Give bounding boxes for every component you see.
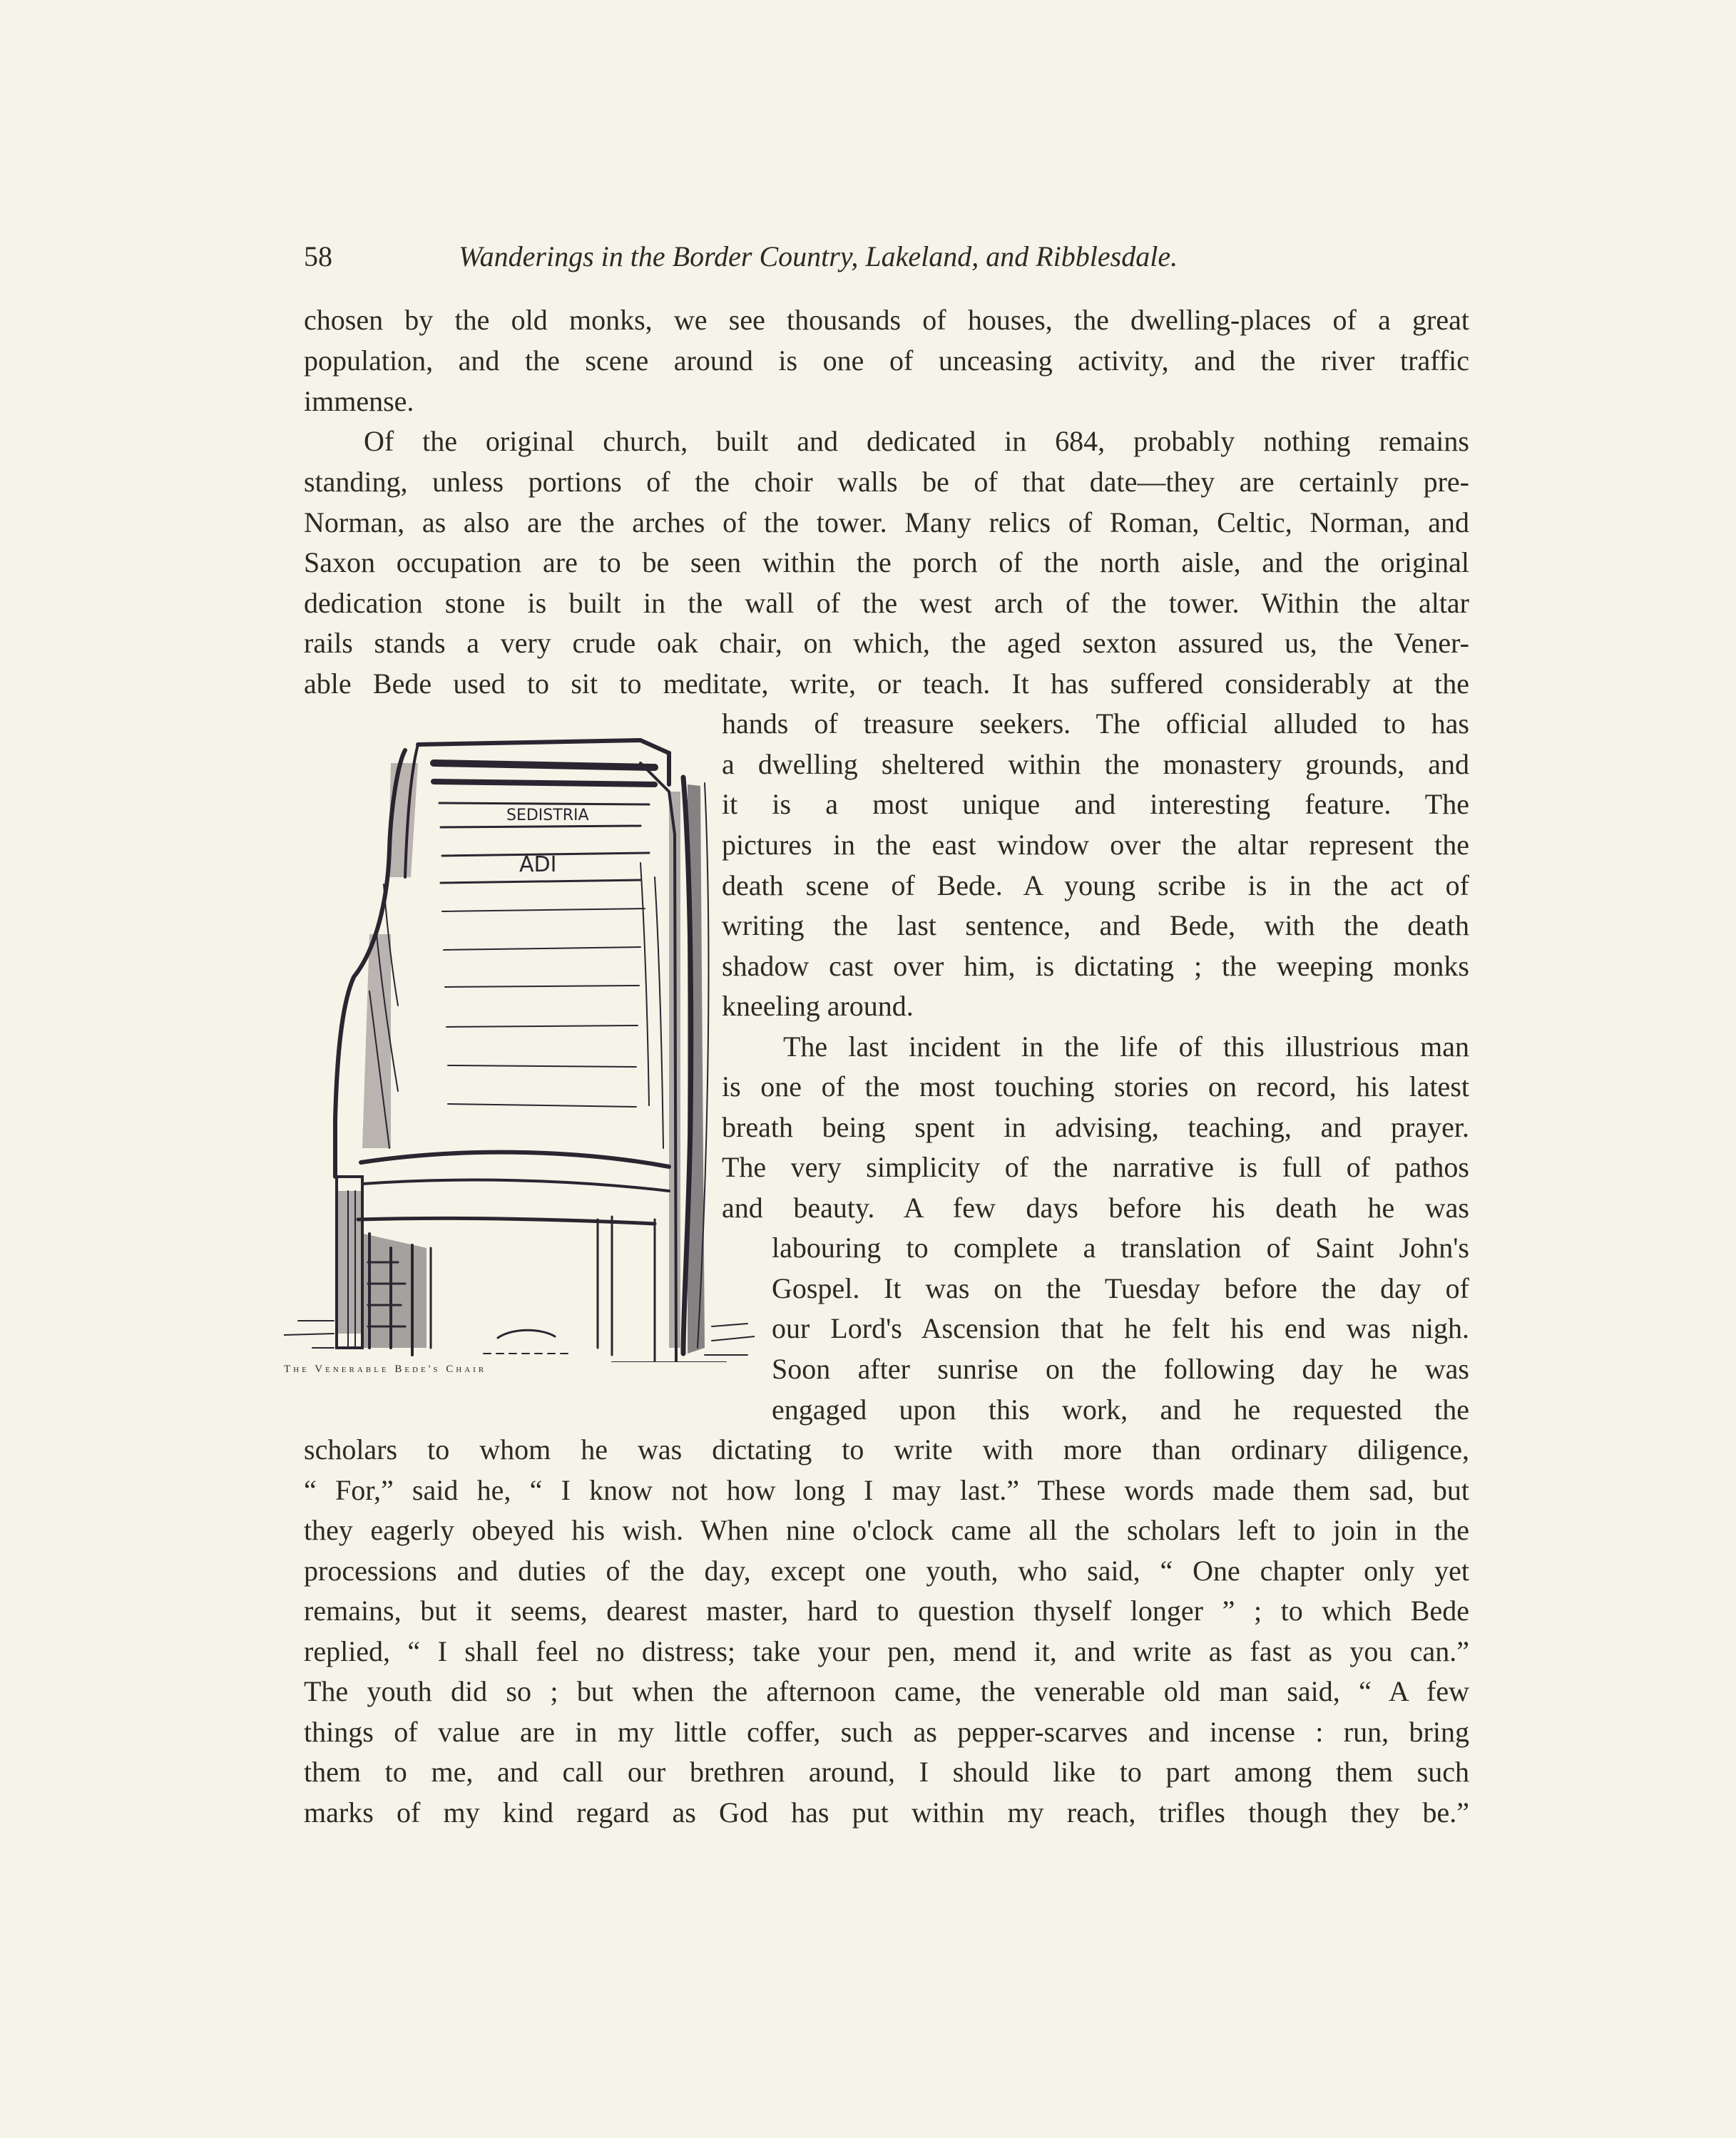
text-line: dedication stone is built in the wall of the west arch of the tower. Within the altar (304, 587, 1469, 619)
text-line: labouring to complete a translation of Saint John's (772, 1232, 1469, 1264)
text-line: Gospel. It was on the Tuesday before the day of (772, 1272, 1469, 1304)
text-line: The very simplicity of the narrative is full of pathos (722, 1151, 1469, 1183)
text-line: Norman, as also are the arches of the tower. Many relics of Roman, Celtic, Norman, and (304, 506, 1469, 538)
text-line: standing, unless portions of the choir walls be of that date—they are certainly pre- (304, 466, 1469, 498)
figure-caption: The Venerable Bede's Chair (284, 1364, 487, 1375)
chair-engraving (284, 720, 755, 1362)
chair-inscription-date: ADI (519, 852, 557, 877)
text-line: kneeling around. (722, 990, 914, 1022)
page-header (304, 237, 1338, 277)
paragraph-start: Of the original church, built and dedicated in 684, probably nothing remains (364, 425, 1469, 457)
text-line: processions and duties of the day, except one youth, who said, “ One chapter only yet (304, 1555, 1469, 1587)
text-line: they eagerly obeyed his wish. When nine o'clock came all the scholars left to join in the (304, 1514, 1469, 1546)
text-line: breath being spent in advising, teaching, and prayer. (722, 1111, 1469, 1143)
page-number: 58 (304, 240, 332, 272)
text-line: things of value are in my little coffer, such as pepper-scarves and incense : run, bring (304, 1716, 1469, 1748)
text-line: rails stands a very crude oak chair, on which, the aged sexton assured us, the Vener- (304, 627, 1469, 659)
text-line: remains, but it seems, dearest master, hard to question thyself longer ” ; to which Bede (304, 1595, 1469, 1627)
text-line: Soon after sunrise on the following day he was (772, 1353, 1469, 1385)
text-line: hands of treasure seekers. The official alluded to has (722, 707, 1469, 740)
text-line: replied, “ I shall feel no distress; take your pen, mend it, and write as fast as you can.” (304, 1635, 1469, 1667)
text-line: marks of my kind regard as God has put within my reach, trifles though they be.” (304, 1796, 1469, 1828)
running-title: Wanderings in the Border Country, Lakeland, and Ribblesdale. (459, 240, 1178, 272)
text-line: them to me, and call our brethren around, I should like to part among them such (304, 1756, 1469, 1788)
text-line: pictures in the east window over the altar represent the (722, 829, 1469, 861)
text-line: death scene of Bede. A young scribe is in the act of (722, 869, 1469, 901)
text-line: scholars to whom he was dictating to write with more than ordinary diligence, (304, 1433, 1469, 1466)
text-line: “ For,” said he, “ I know not how long I may last.” These words made them sad, but (304, 1474, 1469, 1506)
paragraph-start: The last incident in the life of this illustrious man (783, 1030, 1469, 1063)
bede-chair-illustration (284, 720, 755, 1396)
text-line: it is a most unique and interesting feature. The (722, 788, 1469, 820)
text-line: immense. (304, 385, 414, 417)
text-line: and beauty. A few days before his death he was (722, 1192, 1469, 1224)
text-line: writing the last sentence, and Bede, with the death (722, 909, 1469, 941)
text-line: population, and the scene around is one of unceasing activity, and the river traffic (304, 344, 1469, 377)
text-line: engaged upon this work, and he requested the (772, 1393, 1469, 1426)
text-line: The youth did so ; but when the afternoon came, the venerable old man said, “ A few (304, 1675, 1469, 1707)
text-line: our Lord's Ascension that he felt his end was nigh. (772, 1312, 1469, 1344)
text-line: chosen by the old monks, we see thousands of houses, the dwelling-places of a great (304, 304, 1469, 336)
text-line: able Bede used to sit to meditate, write, or teach. It has suffered considerably at the (304, 668, 1469, 700)
text-line: Saxon occupation are to be seen within the porch of the north aisle, and the original (304, 546, 1469, 578)
text-line: shadow cast over him, is dictating ; the weeping monks (722, 950, 1469, 982)
chair-inscription-top: SEDISTRIA (506, 807, 589, 824)
text-line: is one of the most touching stories on record, his latest (722, 1070, 1469, 1103)
text-line: a dwelling sheltered within the monastery grounds, and (722, 748, 1469, 780)
